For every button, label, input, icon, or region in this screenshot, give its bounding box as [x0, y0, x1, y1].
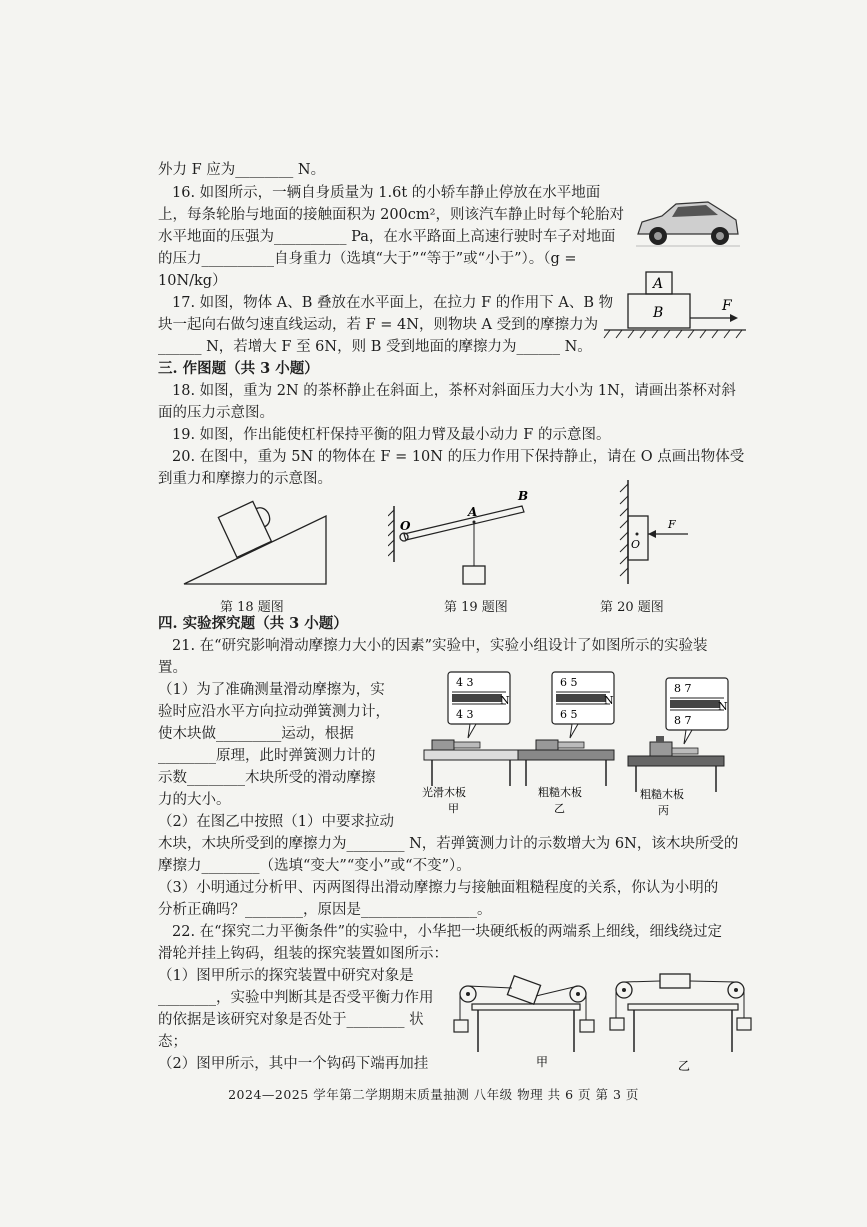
board-label: 光滑木板: [422, 786, 466, 799]
friction-setup-jia: [418, 668, 522, 818]
q16-line: 上，每条轮胎与地面的接触面积为 200cm²，则该汽车静止时每个轮胎对: [158, 207, 624, 223]
q21-2-line: 摩擦力________（选填“变大”“变小”或“不变”）。: [158, 858, 471, 874]
q21-line: 21. 在“研究影响滑动摩擦力大小的因素”实验中，实验小组设计了如图所示的实验装: [172, 638, 708, 654]
board-label: 粗糙木板: [538, 786, 582, 799]
section-heading: 三. 作图题（共 3 小题）: [158, 360, 319, 377]
section-heading: 四. 实验探究题（共 3 小题）: [158, 615, 348, 632]
figure-label: 乙: [554, 802, 565, 815]
label-o: O: [631, 538, 641, 551]
label-o: O: [400, 519, 411, 533]
label-a: A: [653, 276, 664, 292]
car-figure: [632, 190, 742, 258]
q16-line: 10N/kg）: [158, 273, 227, 289]
q22-1-line: 态；: [158, 1034, 187, 1050]
q20-line: 20. 在图中，重为 5N 的物体在 F = 10N 的压力作用下保持静止，请在 O 点画出物体受: [172, 449, 745, 465]
q22-line: 22. 在“探究二力平衡条件”的实验中，小华把一块硬纸板的两端系上细线，细线绕过定: [172, 924, 722, 940]
q21-3-line: （3）小明通过分析甲、丙两图得出滑动摩擦力与接触面粗糙程度的关系，你认为小明的: [158, 880, 719, 896]
q16-line: 水平地面的压强为__________ Pa，在水平路面上高速行驶时车子对地面: [158, 229, 616, 245]
q17-line: 块一起向右做匀速直线运动，若 F = 4N，则物块 A 受到的摩擦力为: [158, 317, 599, 333]
figure-label: 丙: [658, 804, 669, 817]
caption-19: 第 19 题图: [444, 600, 508, 615]
q20-line: 到重力和摩擦力的示意图。: [158, 471, 332, 487]
q18-line: 面的压力示意图。: [158, 405, 274, 421]
page-footer: 2024—2025 学年第二学期期末质量抽测 八年级 物理 共 6 页 第 3 页: [228, 1087, 639, 1102]
q21-1-line: 示数________木块所受的滑动摩擦: [158, 770, 376, 786]
dial-bottom-label: 8 7: [674, 714, 692, 727]
dial-unit: N: [718, 700, 728, 713]
q21-1-line: 力的大小。: [158, 792, 231, 808]
q17-line: 17. 如图，物体 A、B 叠放在水平面上，在拉力 F 的作用下 A、B 物: [172, 295, 614, 311]
figure-label: 乙: [678, 1059, 691, 1073]
q22-2-line: （2）图甲所示，其中一个钩码下端再加挂: [158, 1056, 429, 1072]
label-f: F: [722, 298, 732, 314]
lever-figure: [388, 486, 538, 590]
dial-unit: N: [604, 694, 614, 707]
q16-line: 16. 如图所示，一辆自身质量为 1.6t 的小轿车静止停放在水平地面: [172, 185, 601, 201]
q17-line: ______ N，若增大 F 至 6N，则 B 受到地面的摩擦力为______ N。: [158, 339, 592, 355]
q21-2-line: （2）在图乙中按照（1）中要求拉动: [158, 814, 394, 830]
q21-1-line: 验时应沿水平方向拉动弹簧测力计，: [158, 704, 390, 720]
q21-line: 置。: [158, 660, 187, 676]
label-b: B: [653, 305, 664, 321]
q22-1-line: （1）图甲所示的探究装置中研究对象是: [158, 968, 414, 984]
dial-top-label: 6 5: [560, 676, 578, 689]
label-f: F: [668, 518, 676, 531]
q22-1-line: ________，实验中判断其是否受平衡力作用: [158, 990, 434, 1006]
figure-label: 甲: [536, 1055, 549, 1069]
q21-3-line: 分析正确吗？________，原因是________________。: [158, 902, 492, 918]
dial-bottom-label: 4 3: [456, 708, 474, 721]
friction-setup-bing: [626, 674, 730, 824]
two-force-setup-figure: [452, 960, 752, 1080]
dial-top-label: 4 3: [456, 676, 474, 689]
q19-line: 19. 如图，作出能使杠杆保持平衡的阻力臂及最小动力 F 的示意图。: [172, 427, 611, 443]
cup-incline-figure: [180, 488, 330, 588]
friction-setup-yi: [516, 668, 620, 818]
label-b: B: [518, 489, 529, 503]
dial-top-label: 8 7: [674, 682, 692, 695]
board-label: 粗糙木板: [640, 788, 684, 801]
q21-2-line: 木块，木块所受到的摩擦力为________ N，若弹簧测力计的示数增大为 6N，该木块所受的: [158, 836, 739, 852]
dial-unit: N: [500, 694, 510, 707]
wall-block-figure: [612, 476, 692, 591]
label-a: A: [468, 505, 478, 519]
q18-line: 18. 如图，重为 2N 的茶杯静止在斜面上，茶杯对斜面压力大小为 1N，请画出茶杯对斜: [172, 383, 736, 399]
dial-bottom-label: 6 5: [560, 708, 578, 721]
q22-1-line: 的依据是该研究对象是否处于________ 状: [158, 1012, 424, 1028]
caption-18: 第 18 题图: [220, 600, 284, 615]
caption-20: 第 20 题图: [600, 600, 664, 615]
blocks-ab-figure: [600, 268, 750, 348]
q16-line: 的压力__________自身重力（选填“大于”“等于”或“小于”）。（g =: [158, 251, 577, 267]
figure-label: 甲: [448, 802, 459, 815]
q21-1-line: ________原理，此时弹簧测力计的: [158, 748, 376, 764]
q21-1-line: 使木块做_________运动，根据: [158, 726, 354, 742]
q15-tail: 外力 F 应为________ N。: [158, 162, 326, 178]
q22-line: 滑轮并挂上钩码，组装的探究装置如图所示：: [158, 946, 448, 962]
q21-1-line: （1）为了准确测量滑动摩擦为，实: [158, 682, 385, 698]
